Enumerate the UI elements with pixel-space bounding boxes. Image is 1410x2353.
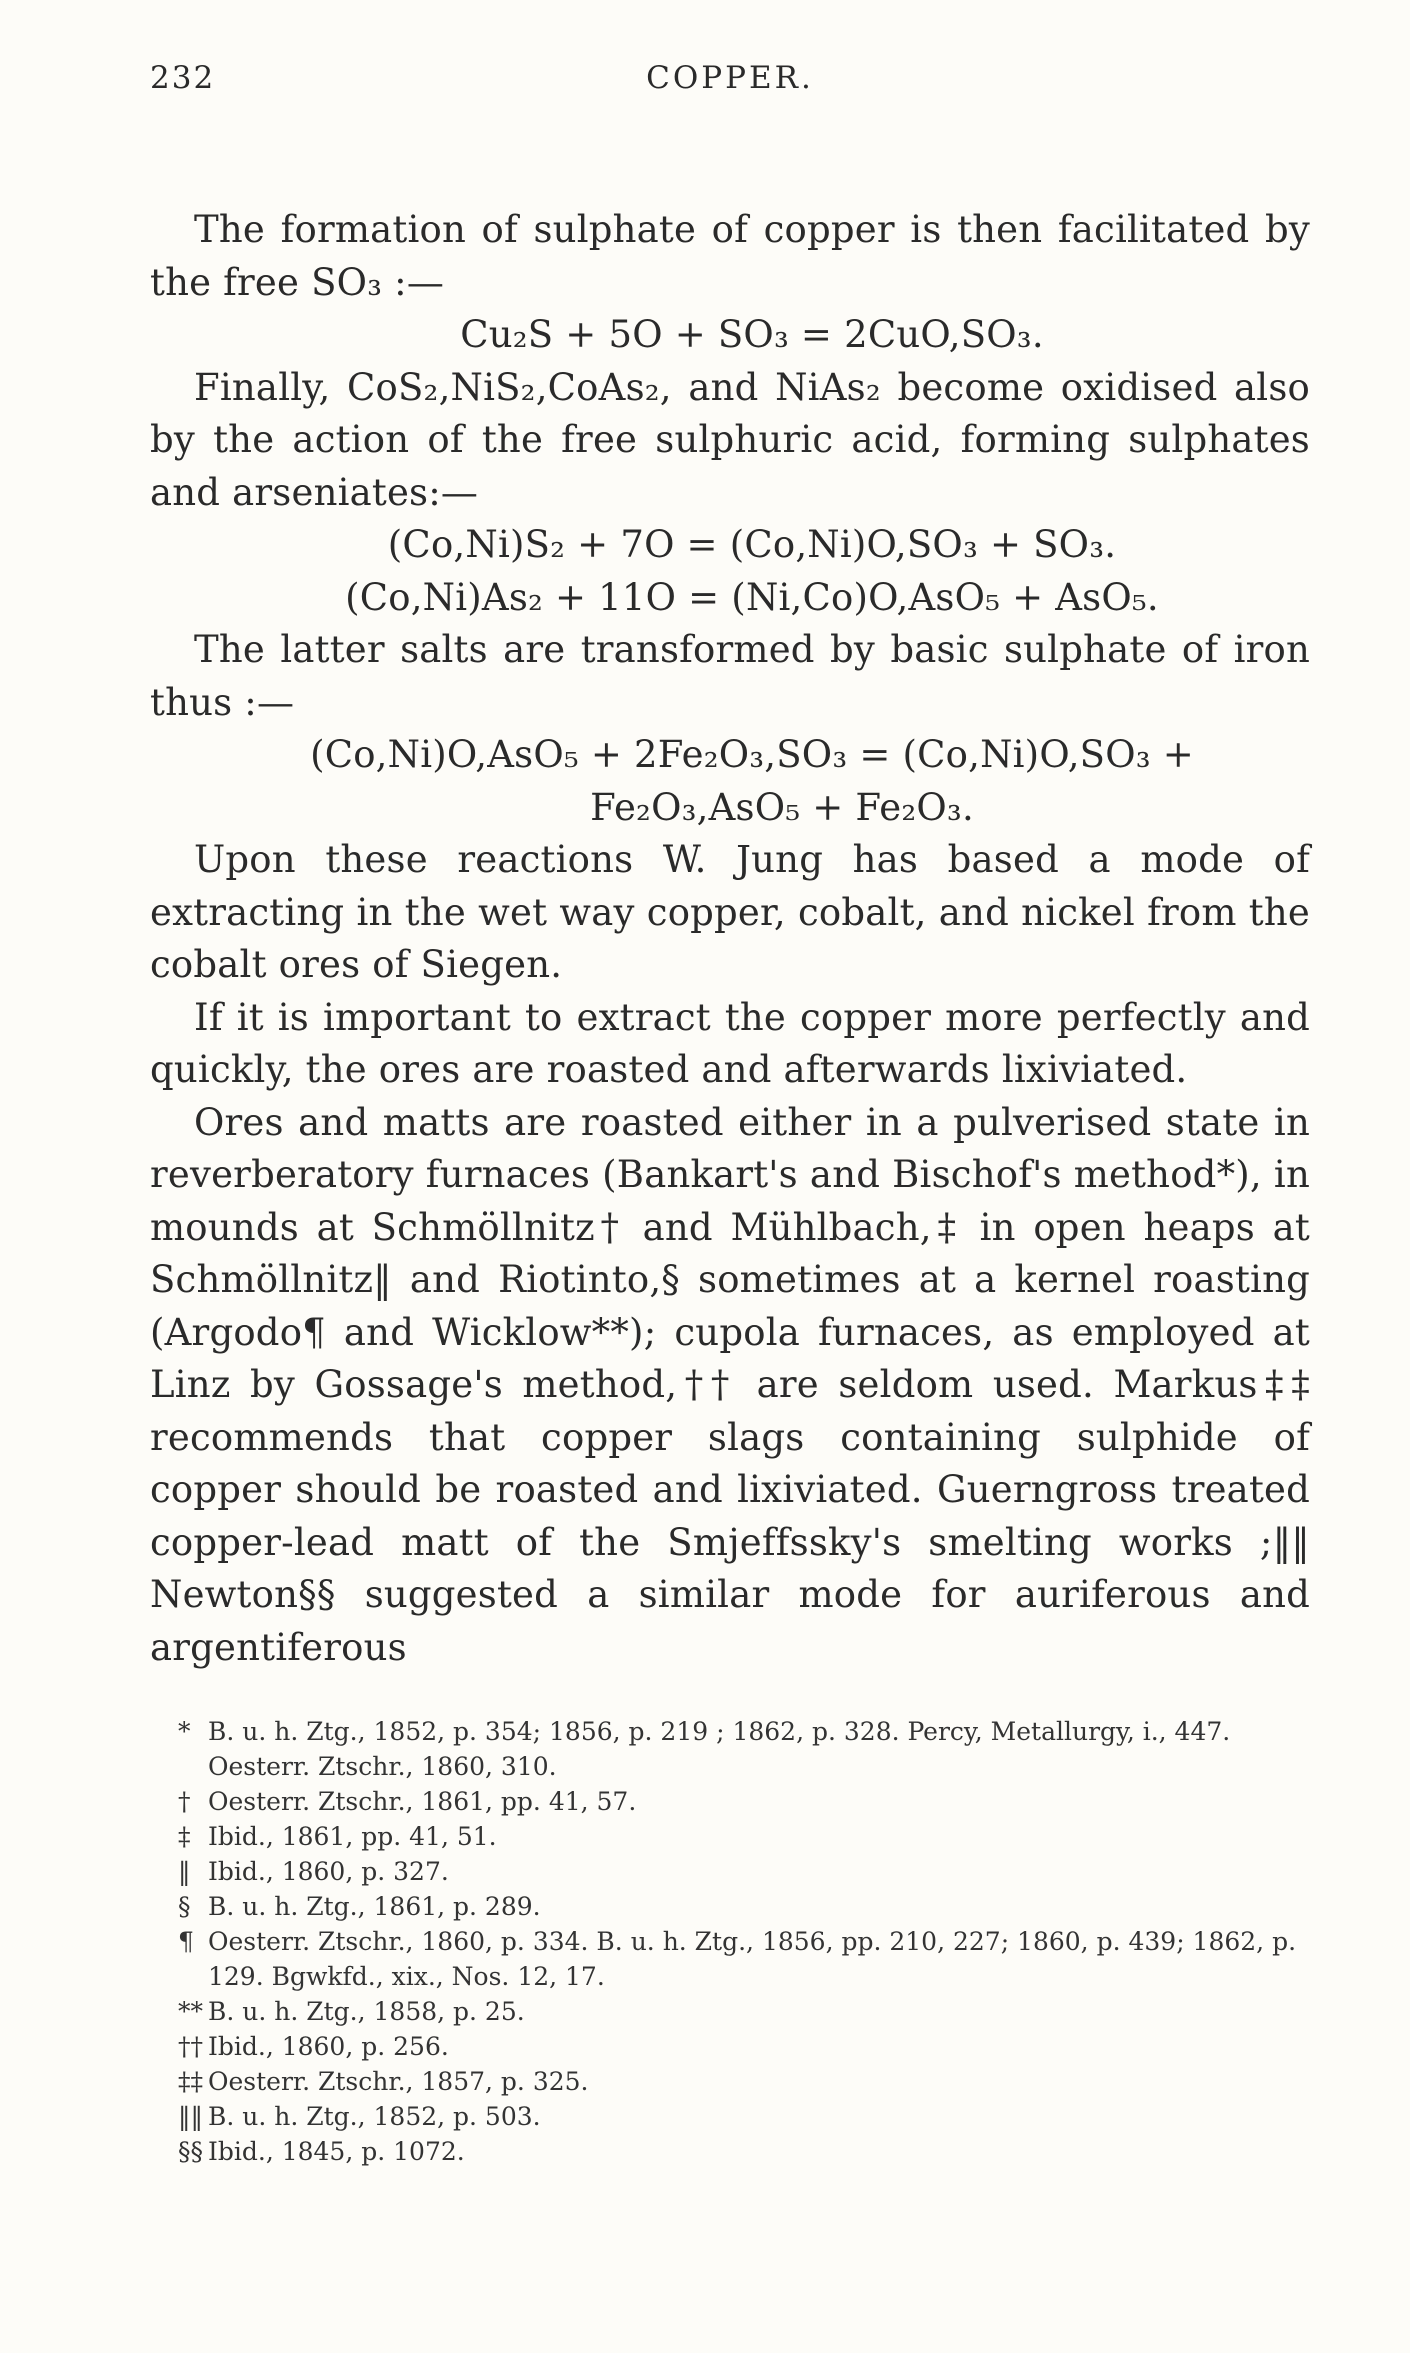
page-number: 232: [150, 60, 216, 96]
footnote-text: Oesterr. Ztschr., 1860, p. 334. B. u. h. Ztg., 1856, pp. 210, 227; 1860, p. 439; 1862, p. 129. Bgwkfd., xix., Nos. 12, 17.: [208, 1927, 1297, 1991]
footnote: [150, 1714, 1310, 1784]
footnote: [150, 1819, 1310, 1854]
paragraph: Ores and matts are roasted either in a pulverised state in reverberatory furnaces (Bankart's and Bischof's method*), in mounds at Schmöllnitz† and Mühlbach,‡ in open heaps at Schmöllnitz‖ and Riotinto,§ sometimes at a kernel roasting (Argodo¶ and Wicklow**); cupola furnaces, as employed at Linz by Gossage's method,†† are seldom used. Markus‡‡ recommends that copper slags containing sulphide of copper should be roasted and lixiviated. Guerngross treated copper-lead matt of the Smjeffssky's smelting works ;‖‖ Newton§§ suggested a similar mode for auriferous and argentiferous: [150, 1100, 1310, 1669]
footnote-mark: ‡‡: [178, 2067, 203, 2096]
equation: (Co,Ni)S₂ + 7O = (Co,Ni)O,SO₃ + SO₃.: [387, 523, 1117, 566]
footnote-mark: **: [178, 1997, 203, 2026]
footnote-mark: †: [178, 1787, 191, 1816]
footnote-text: B. u. h. Ztg., 1852, p. 503.: [208, 2102, 541, 2131]
footnote-mark: *: [178, 1717, 191, 1746]
paragraph: If it is important to extract the copper more perfectly and quickly, the ores are roasted and afterwards lixiviated.: [150, 995, 1310, 1091]
footnote-text: Ibid., 1860, p. 256.: [208, 2032, 449, 2061]
footnote-text: B. u. h. Ztg., 1861, p. 289.: [208, 1892, 541, 1921]
body-text: [150, 204, 1310, 1674]
footnote-mark: ‖‖: [178, 2102, 203, 2131]
footnotes: [150, 1714, 1310, 2169]
footnote-text: B. u. h. Ztg., 1858, p. 25.: [208, 1997, 525, 2026]
equation: Cu₂S + 5O + SO₃ = 2CuO,SO₃.: [460, 313, 1044, 356]
equation: (Co,Ni)As₂ + 11O = (Ni,Co)O,AsO₅ + AsO₅.: [345, 575, 1159, 619]
footnote: [150, 2134, 1310, 2169]
footnote-mark: §: [178, 1892, 191, 1921]
footnote: [150, 2064, 1310, 2099]
paragraph: Finally, CoS₂,NiS₂,CoAs₂, and NiAs₂ become oxidised also by the action of the free sulphuric acid, forming sulphates and arseniates:—: [150, 365, 1310, 514]
footnote-mark: ††: [178, 2032, 203, 2061]
footnote-text: Oesterr. Ztschr., 1857, p. 325.: [208, 2067, 589, 2096]
paragraph: The latter salts are transformed by basic sulphate of iron thus :—: [150, 628, 1310, 724]
footnote: [150, 2029, 1310, 2064]
page-header: [150, 60, 1310, 120]
equation: Fe₂O₃,AsO₅ + Fe₂O₃.: [590, 785, 974, 829]
paragraph: Upon these reactions W. Jung has based a mode of extracting in the wet way copper, cobalt, and nickel from the cobalt ores of Siegen.: [150, 838, 1310, 986]
paragraph: The formation of sulphate of copper is then facilitated by the free SO₃ :—: [150, 208, 1310, 304]
footnote: [150, 1994, 1310, 2029]
footnote-text: Oesterr. Ztschr., 1861, pp. 41, 57.: [208, 1787, 637, 1816]
equation: (Co,Ni)O,AsO₅ + 2Fe₂O₃,SO₃ = (Co,Ni)O,SO₃ +: [310, 733, 1194, 776]
footnote: [150, 1784, 1310, 1819]
footnote-text: Ibid., 1861, pp. 41, 51.: [208, 1822, 497, 1851]
footnote: [150, 2099, 1310, 2134]
footnote-mark: ‖: [178, 1857, 191, 1886]
footnote-mark: §§: [178, 2137, 203, 2166]
footnote: [150, 1924, 1310, 1994]
footnote-mark: ‡: [178, 1822, 191, 1851]
footnote-text: B. u. h. Ztg., 1852, p. 354; 1856, p. 219 ; 1862, p. 328. Percy, Metallurgy, i., 447. Oesterr. Ztschr., 1860, 310.: [208, 1717, 1231, 1781]
book-page: [150, 60, 1310, 2169]
running-title: COPPER.: [646, 60, 814, 96]
footnote: [150, 1889, 1310, 1924]
footnote: [150, 1854, 1310, 1889]
footnote-text: Ibid., 1845, p. 1072.: [208, 2137, 465, 2166]
footnote-text: Ibid., 1860, p. 327.: [208, 1857, 449, 1886]
footnote-mark: ¶: [178, 1927, 194, 1956]
